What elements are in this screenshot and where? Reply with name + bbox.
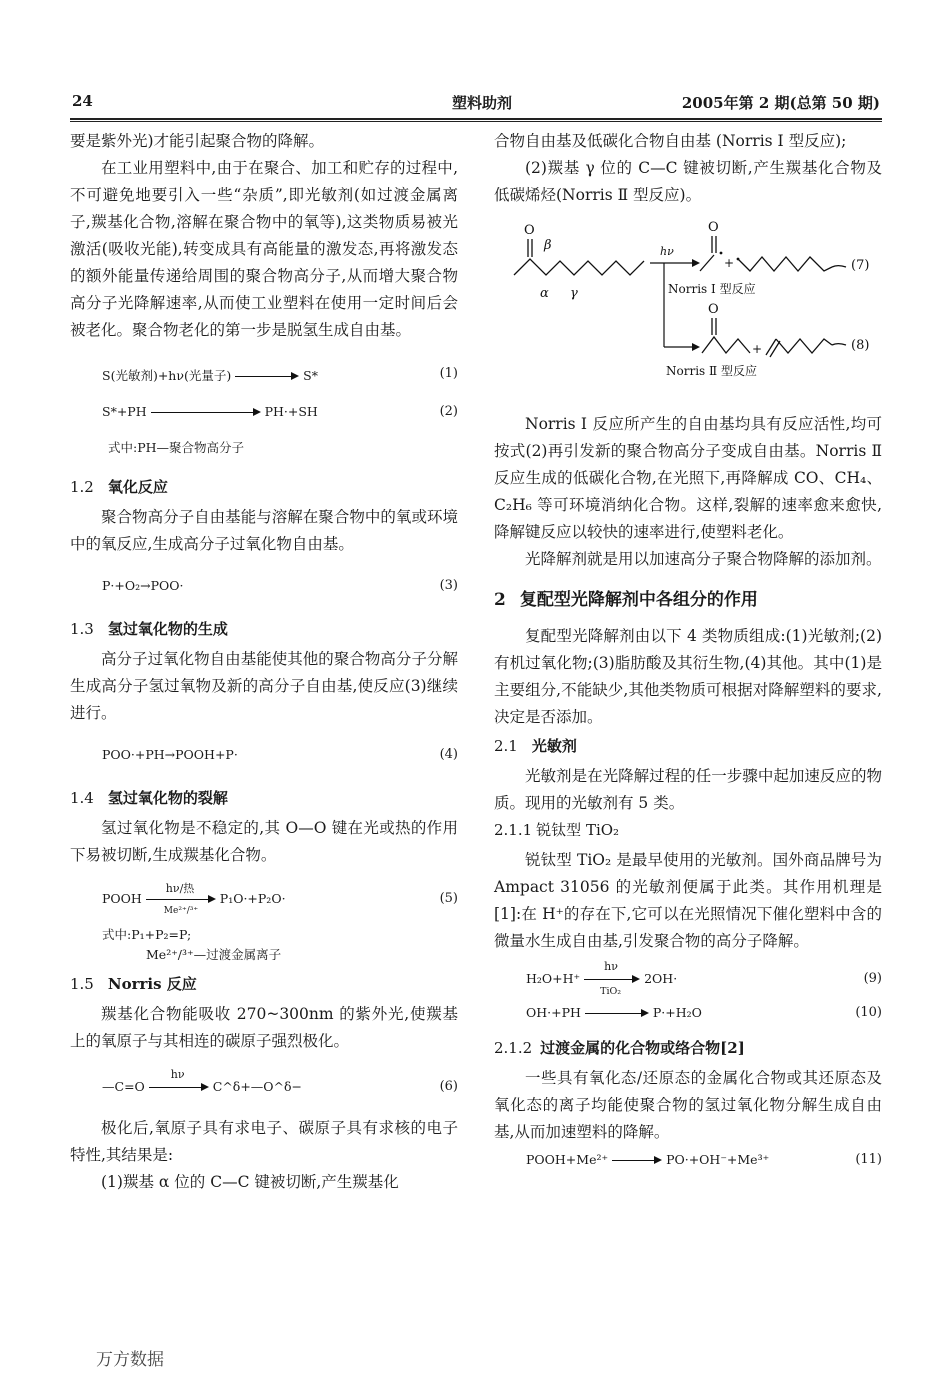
equation-number: (10) (855, 1005, 882, 1020)
right-column (494, 128, 882, 1186)
paragraph: 在工业用塑料中,由于在聚合、加工和贮存的过程中,不可避免地要引入一些“杂质”,即光敏剂(如过渡金属离子,羰基化合物,溶解在聚合物中的氧等),这类物质易被光激活(吸收光能),转变成具有高能量的激发态,再将激发态的额外能量传递给周围的聚合物高分子,从而增大聚合物高分子光降解速率,从而使工业塑料在使用一定时间后会被老化。聚合物老化的第一步是脱氢生成自由基。 (70, 159, 458, 339)
product-chain (738, 257, 832, 271)
equation-number: (11) (855, 1152, 882, 1167)
arrow-icon (151, 407, 261, 419)
section-heading (70, 785, 458, 811)
equation-note: Me²⁺/³⁺—过渡金属离子 (146, 947, 282, 962)
eq-rhs: PH·+SH (264, 404, 318, 419)
equation-3 (70, 574, 458, 598)
equation-number: (3) (439, 578, 458, 593)
section-title: 氧化反应 (107, 478, 168, 496)
equation-number: (5) (439, 891, 458, 906)
section-heading (70, 616, 458, 642)
equation-number: (9) (863, 971, 882, 986)
section-heading (494, 733, 882, 759)
norris-1-label: Norris Ⅰ 型反应 (668, 282, 756, 296)
equation-5 (70, 881, 458, 921)
section-number: 1.3 (70, 620, 94, 638)
section-number: 1.4 (70, 789, 94, 807)
left-column (70, 128, 458, 1196)
eq-rhs: S* (303, 368, 318, 383)
equation-4 (70, 743, 458, 767)
eq-rhs: P·+H₂O (652, 1005, 702, 1020)
eq-condition: hν/热 (165, 881, 195, 895)
arrow-head-icon (692, 343, 700, 351)
equation-9 (494, 959, 882, 997)
eq-lhs: S(光敏剂)+hν(光量子) (102, 368, 232, 383)
chain-end (832, 266, 846, 268)
section-title: 锐钛型 TiO₂ (536, 821, 620, 839)
hv-label: hν (660, 245, 674, 258)
eq-catalyst: TiO₂ (600, 985, 622, 997)
paragraph: 光降解剂就是用以加速高分子聚合物降解的添加剂。 (525, 550, 882, 568)
product-chain (776, 339, 832, 353)
arrow-icon (612, 1155, 662, 1167)
paragraph: 要是紫外光)才能引起聚合物的降解。 (70, 132, 325, 150)
norris-reaction-diagram (494, 217, 882, 397)
section-title: Norris 反应 (107, 975, 197, 993)
eq-lhs: POOH (102, 891, 142, 906)
section-number: 2.1.1 (494, 821, 533, 839)
section-number: 1.5 (70, 975, 94, 993)
eq-condition: hν (604, 959, 618, 973)
paragraph: 羰基化合物能吸收 270~300nm 的紫外光,使羰基上的氧原子与其相连的碳原子强烈极化。 (70, 1005, 458, 1050)
paragraph: (1)羰基 α 位的 C—C 键被切断,产生羰基化 (101, 1173, 399, 1191)
paragraph: 合物自由基及低碳化合物自由基 (Norris Ⅰ 型反应); (494, 132, 847, 150)
equation-number: (8) (851, 338, 870, 353)
equation-number: (6) (439, 1079, 458, 1094)
section-title: 氢过氧化物的生成 (107, 620, 228, 638)
watermark: 万方数据 (96, 1350, 164, 1370)
paragraph: Norris Ⅰ 反应所产生的自由基均具有反应活性,均可按式(2)再引发新的聚合物高分子变成自由基。Norris Ⅱ 反应生成的低碳化合物,在光照下,再降解成 CO、CH₄、C₂H₆ 等可环境消纳化合物。这样,裂解的速率愈来愈快,降解键反应以较快的速率进行,使塑料老化。 (494, 415, 882, 541)
paragraph: 一些具有氧化态/还原态的金属化合物或其还原态及氧化态的离子均能使聚合物的氢过氧化物分解生成自由基,从而加速塑料的降解。 (494, 1069, 882, 1141)
equation-number: (7) (851, 258, 870, 273)
product-chain (702, 337, 750, 353)
section-number: 2 (494, 590, 506, 610)
product-chain (700, 255, 714, 271)
equation-2 (70, 400, 458, 424)
equation-6 (70, 1069, 458, 1099)
paragraph: 极化后,氧原子具有求电子、碳原子具有求核的电子特性,其结果是: (70, 1119, 458, 1164)
equation-1 (70, 362, 458, 386)
eq-text: POO·+PH→POOH+P· (102, 747, 238, 762)
paragraph: (2)羰基 γ 位的 C—C 键被切断,产生羰基化合物及低碳烯烃(Norris Ⅱ 型反应)。 (494, 159, 882, 204)
oxygen-label: O (708, 302, 719, 317)
section-number: 2.1 (494, 737, 518, 755)
paragraph: 复配型光降解剂由以下 4 类物质组成:(1)光敏剂;(2)有机过氧化物;(3)脂肪酸及其衍生物,(4)其他。其中(1)是主要组分,不能缺少,其他类物质可根据对降解塑料的要求,决定是否添加。 (494, 627, 882, 726)
equation-number: (2) (439, 404, 458, 419)
arrow-icon (585, 1008, 649, 1020)
equation-number: (4) (439, 747, 458, 762)
gamma-label: γ (570, 286, 578, 301)
equation-note: 式中:P₁+P₂=P; (102, 927, 192, 942)
eq-condition: hν (170, 1067, 185, 1081)
section-number: 2.1.2 (494, 1039, 533, 1057)
eq-lhs: —C=O (102, 1079, 145, 1094)
equation-note: 式中:PH—聚合物高分子 (108, 440, 245, 455)
oxygen-label: O (524, 223, 535, 238)
eq-lhs: S*+PH (102, 404, 147, 419)
eq-rhs: C^δ+—O^δ− (212, 1079, 303, 1094)
alkene-bond (770, 341, 780, 357)
eq-rhs: PO·+OH⁻+Me³⁺ (666, 1152, 770, 1167)
section-title: 氢过氧化物的裂解 (107, 789, 228, 807)
arrow-head-icon (692, 259, 700, 267)
alkene-bond (766, 339, 776, 355)
arrow-icon (146, 894, 216, 906)
eq-rhs: P₁O·+P₂O· (219, 891, 286, 906)
reactant-chain (514, 259, 644, 275)
oxygen-label: O (708, 220, 719, 235)
paragraph: 锐钛型 TiO₂ 是最早使用的光敏剂。国外商品牌号为 Ampact 31056 的光敏剂便属于此类。其作用机理是[1]:在 H⁺的存在下,它可以在光照情况下催化塑料中含的微量水生成自由基,引发聚合物的高分子降解。 (494, 851, 882, 950)
equation-11 (494, 1148, 882, 1172)
section-title: 复配型光降解剂中各组分的作用 (519, 590, 758, 610)
eq-lhs: OH·+PH (526, 1005, 581, 1020)
plus-sign: + (752, 342, 763, 356)
eq-catalyst: Me²⁺/³⁺ (163, 905, 199, 916)
arrow-icon (149, 1082, 209, 1094)
equation-10 (494, 1001, 882, 1025)
issue-info: 2005年第 2 期(总第 50 期) (681, 94, 880, 112)
page-header (72, 92, 880, 118)
plus-sign: + (724, 256, 735, 270)
equation-number: (1) (439, 366, 458, 381)
arrow-icon (235, 371, 299, 383)
journal-title: 塑料助剂 (452, 94, 513, 112)
paragraph: 聚合物高分子自由基能与溶解在聚合物中的氧或环境中的氧反应,生成高分子过氧化物自由基。 (70, 508, 458, 553)
chain-end (832, 344, 846, 346)
radical-dot-icon (720, 252, 723, 255)
arrow-icon (584, 974, 640, 986)
paragraph: 光敏剂是在光降解过程的任一步骤中起加速反应的物质。现用的光敏剂有 5 类。 (494, 767, 882, 812)
section-heading (494, 817, 882, 843)
section-heading (70, 971, 458, 997)
eq-lhs: POOH+Me²⁺ (526, 1152, 609, 1167)
section-title: 光敏剂 (531, 737, 577, 755)
paragraph: 高分子过氧化物自由基能使其他的聚合物高分子分解生成高分子氢过氧物及新的高分子自由基,使反应(3)继续进行。 (70, 650, 458, 722)
paragraph: 氢过氧化物是不稳定的,其 O—O 键在光或热的作用下易被切断,生成羰基化合物。 (70, 819, 458, 864)
eq-text: P·+O₂→POO· (102, 578, 184, 593)
section-heading (70, 474, 458, 500)
section-heading (494, 585, 882, 615)
eq-lhs: H₂O+H⁺ (526, 971, 581, 986)
section-number: 1.2 (70, 478, 94, 496)
beta-label: β (544, 238, 552, 253)
page-number: 24 (72, 92, 93, 110)
section-title: 过渡金属的化合物或络合物[2] (540, 1039, 745, 1057)
radical-dot-icon (737, 258, 740, 261)
section-heading (494, 1035, 882, 1061)
header-rule-thin (70, 121, 882, 122)
alpha-label: α (540, 286, 549, 301)
eq-rhs: 2OH· (644, 971, 678, 986)
norris-2-label: Norris Ⅱ 型反应 (666, 364, 757, 378)
header-rule (70, 118, 882, 120)
